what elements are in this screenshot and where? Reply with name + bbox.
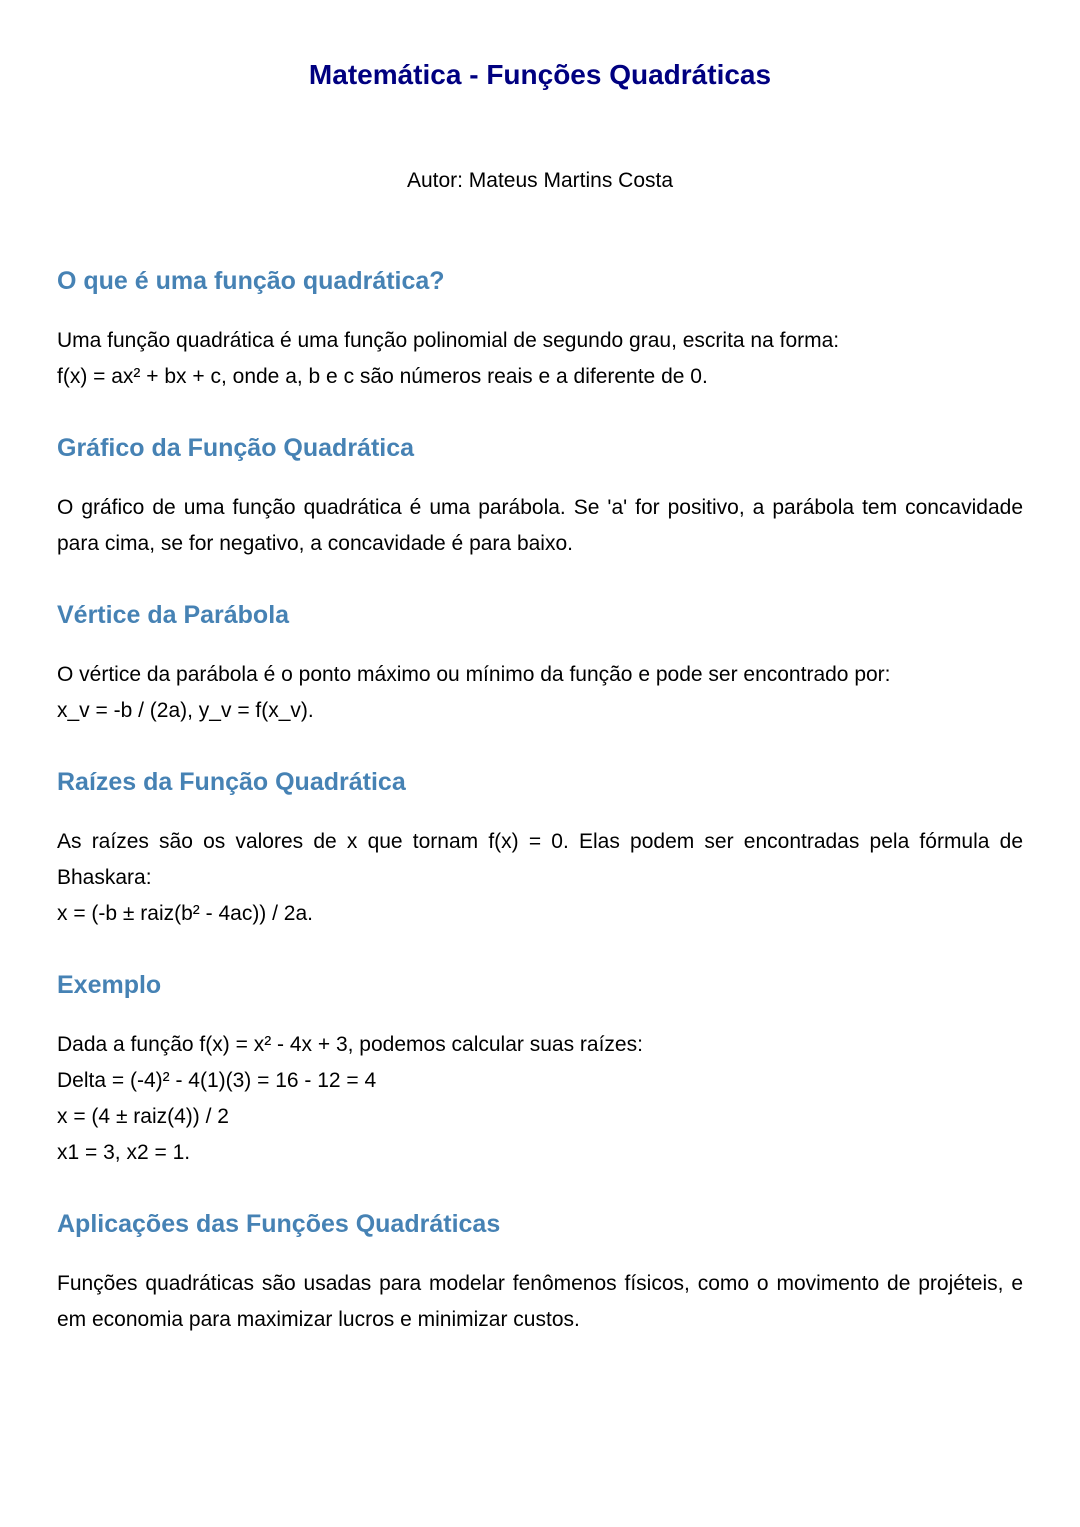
body-line: Delta = (-4)² - 4(1)(3) = 16 - 12 = 4 <box>57 1069 377 1092</box>
body-line: Dada a função f(x) = x² - 4x + 3, podemos calcular suas raízes: <box>57 1033 643 1056</box>
section-body <box>57 490 1023 562</box>
body-line: x = (-b ± raiz(b² - 4ac)) / 2a. <box>57 902 313 925</box>
author-line: Autor: Mateus Martins Costa <box>406 169 674 192</box>
section-graph <box>57 433 1023 562</box>
body-line: O vértice da parábola é o ponto máximo ou mínimo da função e pode ser encontrado por: <box>57 663 891 686</box>
section-roots <box>57 767 1023 932</box>
section-vertex <box>57 600 1023 729</box>
section-body <box>57 1027 1023 1171</box>
body-line: f(x) = ax² + bx + c, onde a, b e c são números reais e a diferente de 0. <box>57 365 708 388</box>
section-body <box>57 323 1023 395</box>
body-line: x = (4 ± raiz(4)) / 2 <box>57 1105 229 1128</box>
section-body <box>57 657 1023 729</box>
section-body <box>57 1266 1023 1338</box>
section-example <box>57 970 1023 1171</box>
section-body <box>57 824 1023 932</box>
body-line: x1 = 3, x2 = 1. <box>57 1141 191 1164</box>
body-line: Funções quadráticas são usadas para modelar fenômenos físicos, como o movimento de projéteis, e em economia para maximizar lucros e minimizar custos. <box>57 1272 1023 1331</box>
body-line: As raízes são os valores de x que tornam f(x) = 0. Elas podem ser encontradas pela fórmula de Bhaskara: <box>57 830 1023 889</box>
section-heading: Exemplo <box>57 971 162 999</box>
body-line: x_v = -b / (2a), y_v = f(x_v). <box>57 699 314 722</box>
section-heading: Gráfico da Função Quadrática <box>57 434 415 462</box>
section-heading: Vértice da Parábola <box>57 601 290 629</box>
section-heading: O que é uma função quadrática? <box>57 267 445 295</box>
body-line: Uma função quadrática é uma função polinomial de segundo grau, escrita na forma: <box>57 329 840 352</box>
section-heading: Raízes da Função Quadrática <box>57 768 406 796</box>
section-heading: Aplicações das Funções Quadráticas <box>57 1210 501 1238</box>
section-applications <box>57 1209 1023 1338</box>
body-line: O gráfico de uma função quadrática é uma parábola. Se 'a' for positivo, a parábola tem concavidade para cima, se for negativo, a concavidade é para baixo. <box>57 496 1023 555</box>
section-what-is <box>57 266 1023 395</box>
document-title: Matemática - Funções Quadráticas <box>308 59 772 90</box>
